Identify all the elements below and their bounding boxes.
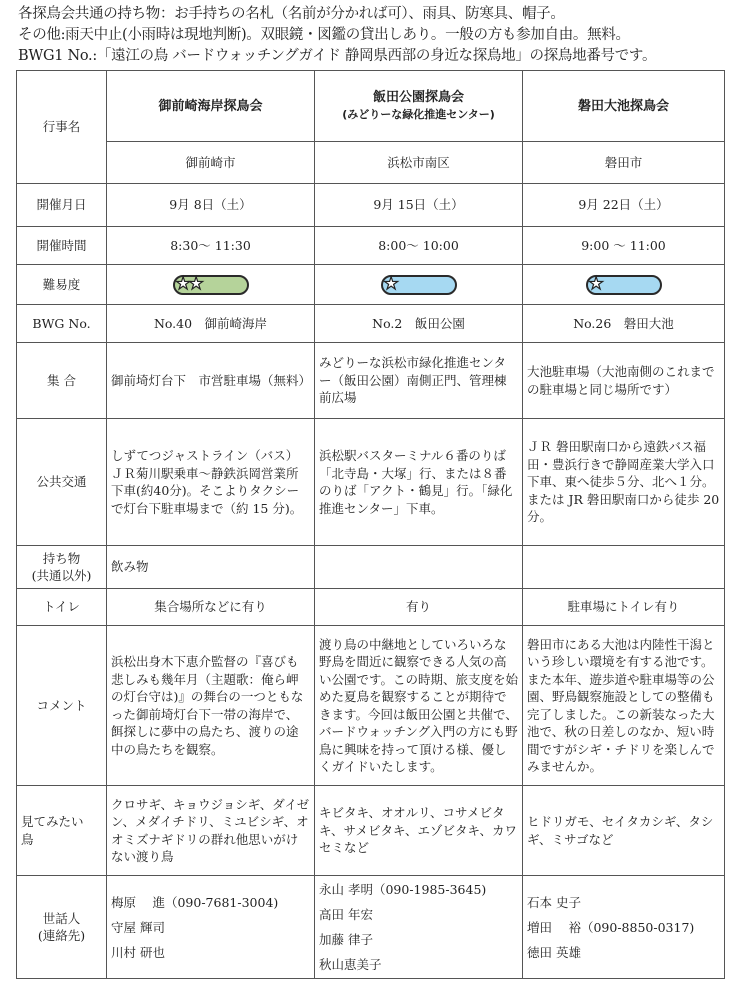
contact-person: 徳田 英雄 — [527, 944, 581, 960]
event-city: 御前崎市 — [107, 142, 315, 184]
note-bwg: BWG1 No.:「遠江の鳥 バードウォッチングガイド 静岡県西部の身近な探鳥地」の探鳥地番号です。 — [18, 48, 657, 64]
row-time — [17, 227, 725, 265]
event-name: 御前崎海岸探鳥会 — [107, 71, 315, 142]
star-icon: ★ — [175, 273, 191, 294]
event-subname: (みどりーな緑化推進センター) — [342, 108, 495, 122]
event-date: 9月 15日（土） — [315, 184, 523, 227]
event-transit: ＪＲ 磐田駅南口から遠鉄バス福田・豊浜行きで静岡産業大学入口下車、東へ徒歩５分、北へ１分。または JR 磐田駅南口から徒歩 20 分。 — [523, 419, 725, 546]
event-contacts — [315, 876, 523, 979]
note-other: その他:雨天中止(小雨時は現地判断)。双眼鏡・図鑑の貸出しあり。一般の方も参加自由。無料。 — [18, 27, 630, 43]
row-comment — [17, 626, 725, 786]
event-time: 9:00 ～ 11:00 — [523, 227, 725, 265]
contact-person: 増田 裕（090-8850-0317) — [527, 919, 695, 935]
difficulty-cell — [523, 265, 725, 305]
contact-person: 川村 研也 — [111, 944, 165, 960]
row-items — [17, 546, 725, 589]
event-items — [315, 546, 523, 589]
difficulty-cell — [315, 265, 523, 305]
row-contacts — [17, 876, 725, 979]
label-contacts: 世話人 (連絡先) — [17, 876, 107, 979]
contact-person: 守屋 輝司 — [111, 919, 165, 935]
star-icon: ★ — [383, 273, 399, 294]
schedule-table — [16, 70, 725, 979]
contact-person: 石本 史子 — [527, 894, 581, 910]
star-icon: ★ — [588, 273, 604, 294]
event-transit: しずてつジャストライン（バス）ＪＲ菊川駅乗車～静鉄浜岡営業所下車(約40分)。そこよりタクシーで灯台下駐車場まで（約 15 分)。 — [107, 419, 315, 546]
label-items: 持ち物 (共通以外) — [17, 546, 107, 589]
event-date: 9月 8日（土） — [107, 184, 315, 227]
event-birds: キビタキ、オオルリ、コサメビタキ、サメビタキ、エゾビタキ、カワセミなど — [315, 786, 523, 876]
row-toilet — [17, 589, 725, 626]
notes — [18, 4, 730, 67]
event-city: 浜松市南区 — [315, 142, 523, 184]
event-date: 9月 22日（土） — [523, 184, 725, 227]
row-meeting — [17, 343, 725, 419]
event-toilet: 集合場所などに有り — [107, 589, 315, 626]
label-transit: 公共交通 — [17, 419, 107, 546]
event-transit: 浜松駅バスターミナル６番のりば「北寺島・大塚」行、または８番のりば「アクト・鶴見」行。「緑化推進センター」下車。 — [315, 419, 523, 546]
event-contacts — [107, 876, 315, 979]
label-bwg: BWG No. — [17, 305, 107, 343]
difficulty-bar — [173, 275, 249, 295]
difficulty-cell — [107, 265, 315, 305]
note-common-items: 各探鳥会共通の持ち物：お手持ちの名札（名前が分かれば可）、雨具、防寒具、帽子。 — [18, 6, 565, 22]
label-birds: 見てみたい 鳥 — [17, 786, 107, 876]
row-event-name — [17, 71, 725, 142]
event-city: 磐田市 — [523, 142, 725, 184]
event-meeting: みどりーな浜松市緑化推進センター（飯田公園）南側正門、管理棟前広場 — [315, 343, 523, 419]
event-comment: 浜松出身木下恵介監督の『喜びも悲しみも幾年月（主題歌：俺ら岬の灯台守は)』の舞台の一つともなった御前埼灯台下一帯の海岸で、餌探しに夢中の鳥たち、渡りの途中の鳥たちを観察。 — [107, 626, 315, 786]
event-name: 磐田大池探鳥会 — [523, 71, 725, 142]
event-contacts — [523, 876, 725, 979]
row-birds — [17, 786, 725, 876]
contact-person: 高田 年宏 — [319, 907, 373, 922]
event-meeting: 大池駐車場（大池南側のこれまでの駐車場と同じ場所です） — [523, 343, 725, 419]
contact-person: 秋山恵美子 — [319, 957, 382, 972]
event-items — [523, 546, 725, 589]
event-comment: 磐田市にある大池は内陸性干潟という珍しい環境を有する池です。また本年、遊歩道や駐車場等の公園、野鳥観察施設としての整備も完了しました。この新装なった大池で、秋の日差しのなか、短い時間ですがシギ・チドリを楽しんでみませんか。 — [523, 626, 725, 786]
event-name: 飯田公園探鳥会 (みどりーな緑化推進センター) — [315, 71, 523, 142]
row-transit — [17, 419, 725, 546]
contact-person: 梅原 進（090-7681-3004) — [111, 894, 279, 910]
label-toilet: トイレ — [17, 589, 107, 626]
label-time: 開催時間 — [17, 227, 107, 265]
event-birds: クロサギ、キョウジョシギ、ダイゼン、メダイチドリ、ミユビシギ、オオミズナギドリの群れ他思いがけない渡り鳥 — [107, 786, 315, 876]
label-meeting: 集 合 — [17, 343, 107, 419]
row-date — [17, 184, 725, 227]
row-difficulty — [17, 265, 725, 305]
event-birds: ヒドリガモ、セイタカシギ、タシギ、ミサゴなど — [523, 786, 725, 876]
event-bwg: No.2 飯田公園 — [315, 305, 523, 343]
event-time: 8:30～ 11:30 — [107, 227, 315, 265]
label-date: 開催月日 — [17, 184, 107, 227]
event-time: 8:00～ 10:00 — [315, 227, 523, 265]
event-meeting: 御前埼灯台下 市営駐車場（無料） — [107, 343, 315, 419]
label-comment: コメント — [17, 626, 107, 786]
event-toilet: 駐車場にトイレ有り — [523, 589, 725, 626]
row-bwg — [17, 305, 725, 343]
event-toilet: 有り — [315, 589, 523, 626]
row-city — [17, 142, 725, 184]
difficulty-bar — [381, 275, 457, 295]
contact-person: 永山 孝明（090-1985-3645) — [319, 882, 487, 897]
contact-person: 加藤 律子 — [319, 932, 373, 947]
label-difficulty: 難易度 — [17, 265, 107, 305]
difficulty-bar — [586, 275, 662, 295]
label-event: 行事名 — [17, 71, 107, 184]
event-comment: 渡り鳥の中継地としていろいろな野鳥を間近に観察できる人気の高い公園です。この時期、旅支度を始めた夏鳥を観察することが期待できます。今回は飯田公園と共催で、バードウォッチング入門の方にも野鳥に興味を持って頂ける様、優しくガイドいたします。 — [315, 626, 523, 786]
event-items: 飲み物 — [107, 546, 315, 589]
event-bwg: No.40 御前崎海岸 — [107, 305, 315, 343]
star-icon: ★ — [188, 273, 204, 294]
event-bwg: No.26 磐田大池 — [523, 305, 725, 343]
